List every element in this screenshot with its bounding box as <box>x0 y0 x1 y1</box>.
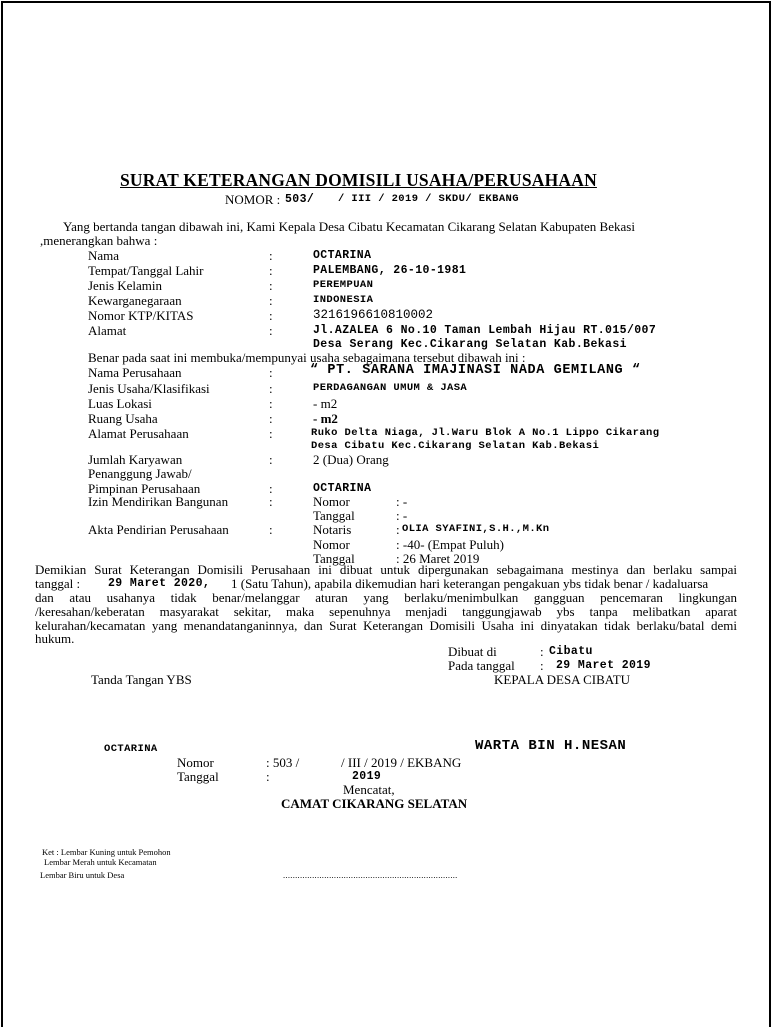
note-kuning: Ket : Lembar Kuning untuk Pemohon <box>42 847 171 857</box>
colon: : <box>269 308 273 323</box>
np-value: “ PT. SARANA IMAJINASI NADA GEMILANG “ <box>310 363 641 378</box>
pj-label-2: Pimpinan Perusahaan <box>88 481 201 496</box>
ktp-label: Nomor KTP/KITAS <box>88 308 194 323</box>
colon: : <box>269 396 273 411</box>
ju-value: PERDAGANGAN UMUM & JASA <box>313 382 468 394</box>
colon: : <box>269 494 273 509</box>
pj-value: OCTARINA <box>313 482 372 495</box>
akta-notaris-label: Notaris <box>313 522 352 537</box>
imb-tanggal-label: Tanggal <box>313 508 355 523</box>
karyawan-value: 2 (Dua) Orang <box>313 452 389 467</box>
closing-line-5: kelurahan/kecamatan yang menandatanganinnya, dan Surat Keterangan Domisili Usaha ini dinyatakan tidak berlaku/batal demi <box>35 618 737 633</box>
colon: : <box>269 452 273 467</box>
reg-nomor-value: / III / 2019 / EKBANG <box>341 755 462 770</box>
pj-label-1: Penanggung Jawab/ <box>88 466 192 481</box>
nama-label: Nama <box>88 248 120 263</box>
reg-tanggal-value: 2019 <box>352 770 382 783</box>
alamat-line-2: Desa Serang Kec.Cikarang Selatan Kab.Bekasi <box>313 338 627 351</box>
colon: : <box>269 278 273 293</box>
ap-label: Alamat Perusahaan <box>88 426 189 441</box>
signature-dots: ........................................................................ <box>283 870 458 880</box>
dibuat-colon: : <box>540 644 544 659</box>
note-merah: Lembar Merah untuk Kecamatan <box>44 857 157 867</box>
ll-value: - m2 <box>313 396 338 411</box>
ktp-value: 3216196610810002 <box>313 308 434 322</box>
nomor-rest: / III / 2019 / SKDU/ EKBANG <box>338 193 519 205</box>
imb-label: Izin Mendirikan Bangunan <box>88 494 229 509</box>
akta-label: Akta Pendirian Perusahaan <box>88 522 229 537</box>
ttl-value: PALEMBANG, 26-10-1981 <box>313 264 467 277</box>
closing-line-2-date: 29 Maret 2020, <box>108 577 211 590</box>
colon: : <box>269 293 273 308</box>
ll-label: Luas Lokasi <box>88 396 152 411</box>
ybs-name: OCTARINA <box>104 743 158 755</box>
dibuat-label: Dibuat di <box>448 644 497 659</box>
ap-line-1: Ruko Delta Niaga, Jl.Waru Blok A No.1 Lippo Cikarang <box>311 427 660 439</box>
colon: : <box>269 426 273 441</box>
colon: : <box>269 522 273 537</box>
akta-notaris-colon: : <box>396 522 400 537</box>
closing-line-6: hukum. <box>35 631 75 646</box>
nama-value: OCTARINA <box>313 249 372 262</box>
akta-nomor-value: : -40- (Empat Puluh) <box>396 537 504 552</box>
colon: : <box>269 411 273 426</box>
kades-name: WARTA BIN H.NESAN <box>475 738 627 754</box>
pada-value: 29 Maret 2019 <box>556 659 651 672</box>
imb-nomor-value: : - <box>396 494 408 509</box>
colon: : <box>269 365 273 380</box>
kw-value: INDONESIA <box>313 294 374 306</box>
ru-label: Ruang Usaha <box>88 411 158 426</box>
colon: : <box>269 323 273 338</box>
reg-nomor-colon: : 503 / <box>266 755 300 770</box>
closing-line-1: Demikian Surat Keterangan Domisili Perusahaan ini dibuat untuk dipergunakan sebagaimana mestinya dan berlaku sampai <box>35 562 737 577</box>
note-biru: Lembar Biru untuk Desa <box>40 870 125 880</box>
closing-line-3: dan atau usahanya tidak benar/melanggar aturan yang berlaku/menimbulkan gangguan pencemaran lingkungan <box>35 590 737 605</box>
kepala-desa-title: KEPALA DESA CIBATU <box>494 672 631 687</box>
nomor-label: NOMOR : <box>225 192 281 207</box>
karyawan-label: Jumlah Karyawan <box>88 452 183 467</box>
akta-tanggal-label: Tanggal <box>313 551 355 566</box>
colon: : <box>269 248 273 263</box>
document-title: SURAT KETERANGAN DOMISILI USAHA/PERUSAHAAN <box>120 170 597 190</box>
akta-tanggal-value: : 26 Maret 2019 <box>396 551 480 566</box>
reg-tanggal-colon: : <box>266 769 270 784</box>
pada-label: Pada tanggal <box>448 658 515 673</box>
colon: : <box>269 381 273 396</box>
camat-title: CAMAT CIKARANG SELATAN <box>281 796 468 811</box>
imb-nomor-label: Nomor <box>313 494 350 509</box>
jk-value: PEREMPUAN <box>313 279 374 291</box>
mencatat-label: Mencatat, <box>343 782 395 797</box>
intro-line-2: ,menerangkan bahwa : <box>40 233 158 248</box>
dibuat-value: Cibatu <box>549 645 593 658</box>
closing-line-2-post: 1 (Satu Tahun), apabila dikemudian hari keterangan pengakuan ybs tidak benar / kadaluarsa <box>231 576 709 591</box>
imb-tanggal-value: : - <box>396 508 408 523</box>
alamat-label: Alamat <box>88 323 127 338</box>
alamat-line-1: Jl.AZALEA 6 No.10 Taman Lembah Hijau RT.015/007 <box>313 324 657 337</box>
closing-line-2-pre: tanggal : <box>35 576 81 591</box>
colon: : <box>269 263 273 278</box>
akta-notaris-value: OLIA SYAFINI,S.H.,M.Kn <box>402 523 550 535</box>
ttd-ybs: Tanda Tangan YBS <box>91 672 192 687</box>
ju-label: Jenis Usaha/Klasifikasi <box>88 381 210 396</box>
ru-value: - m2 <box>313 411 338 426</box>
np-label: Nama Perusahaan <box>88 365 182 380</box>
closing-line-4: /keresahan/keberatan masyarakat sekitar, maka sepenuhnya menjadi tanggungjawab ybs tanpa melibatkan aparat <box>35 604 737 619</box>
akta-nomor-label: Nomor <box>313 537 350 552</box>
reg-nomor-label: Nomor <box>177 755 214 770</box>
nomor-value: 503/ <box>285 193 315 206</box>
kw-label: Kewarganegaraan <box>88 293 182 308</box>
business-intro: Benar pada saat ini membuka/mempunyai usaha sebagaimana tersebut dibawah ini : <box>88 350 526 365</box>
intro-line-1: Yang bertanda tangan dibawah ini, Kami Kepala Desa Cibatu Kecamatan Cikarang Selatan Kabupaten Bekasi <box>63 219 635 234</box>
ttl-label: Tempat/Tanggal Lahir <box>88 263 204 278</box>
reg-tanggal-label: Tanggal <box>177 769 219 784</box>
jk-label: Jenis Kelamin <box>88 278 163 293</box>
pada-colon: : <box>540 658 544 673</box>
ap-line-2: Desa Cibatu Kec.Cikarang Selatan Kab.Bekasi <box>311 440 600 452</box>
colon: : <box>269 481 273 496</box>
